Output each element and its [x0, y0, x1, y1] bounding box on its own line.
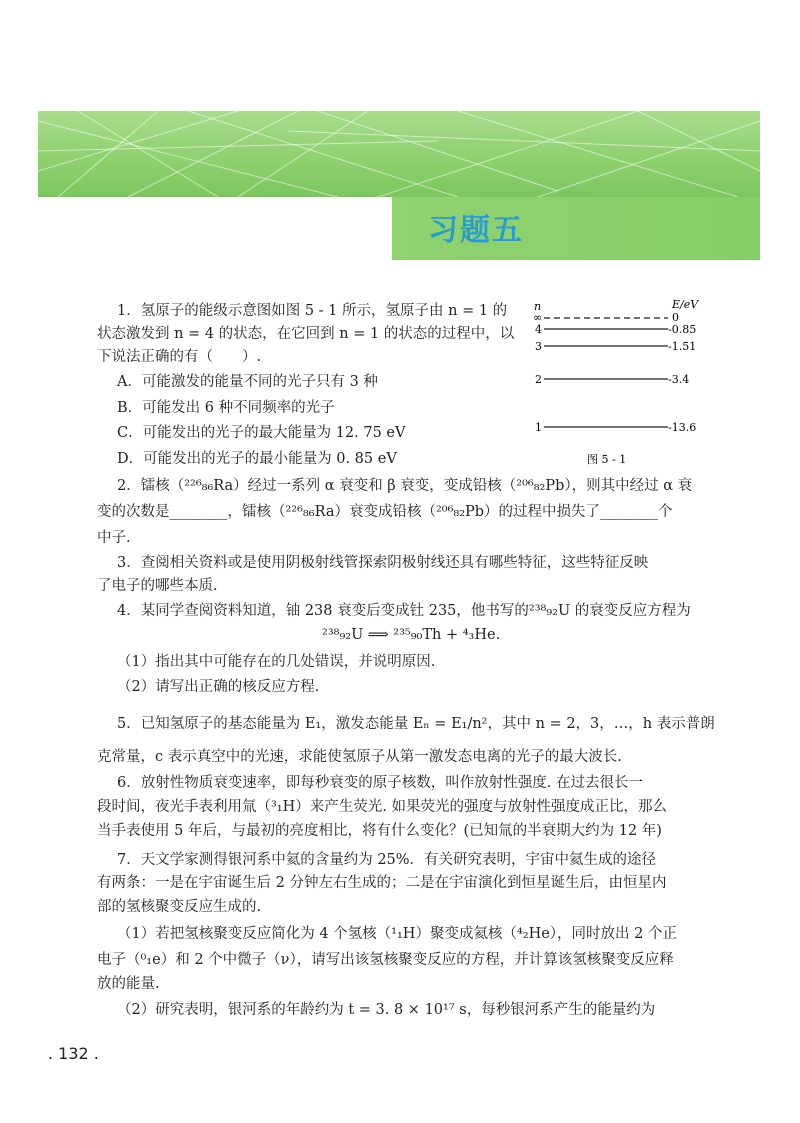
text-line: 5．已知氢原子的基态能量为 E₁，激发态能量 Eₙ = E₁/n²，其中 n = 2，3，…，h 表示普朗 [117, 716, 715, 732]
text-line: A．可能激发的能量不同的光子只有 3 种 [117, 374, 378, 390]
level-2-e: -3.4 [668, 373, 690, 386]
text-line: 1．氢原子的能级示意图如图 5 - 1 所示，氢原子由 n = 1 的 [117, 303, 508, 319]
text-line: C．可能发出的光子的最大能量为 12. 75 eV [117, 425, 406, 441]
text-line: （1）指出其中可能存在的几处错误，并说明原因. [117, 654, 436, 670]
text-line: B．可能发出 6 种不同频率的光子 [117, 400, 335, 416]
page-title: 习题五 [428, 213, 524, 248]
header-banner [38, 111, 760, 197]
level-2-n: 2 [535, 373, 542, 386]
text-line: 4．某同学查阅资料知道，铀 238 衰变后变成钍 235，他书写的²³⁸₉₂U 的衰变反应方程为 [117, 603, 691, 619]
text-line: 7．天文学家测得银河系中氦的含量约为 25%．有关研究表明，宇宙中氦生成的途径 [117, 852, 657, 868]
level-inf-value: 0 [672, 311, 679, 324]
fig-n-label: n [534, 300, 542, 313]
text-line: 当手表使用 5 年后，与最初的亮度相比，将有什么变化？(已知氚的半衰期大约为 12 年) [97, 823, 662, 839]
text-line: 放的能量. [97, 976, 160, 992]
level-3-e: -1.51 [668, 340, 697, 353]
decay-equation: ²³⁸₉₂U ⟹ ²³⁵₉₀Th + ⁴₃He. [322, 627, 501, 643]
fig-inf-label: ∞ [533, 311, 543, 324]
text-line: 3．查阅相关资料或是使用阴极射线管探索阴极射线还具有哪些特征，这些特征反映 [117, 555, 649, 571]
text-line: 段时间，夜光手表利用氚（³₁H）来产生荧光. 如果荧光的强度与放射性强度成正比，那么 [97, 799, 667, 815]
text-line: 克常量，c 表示真空中的光速，求能使氢原子从第一激发态电离的光子的最大波长. [97, 749, 622, 765]
text-line: 变的次数是________，镭核（²²⁶₈₆Ra）衰变成铅核（²⁰⁶₈₂Pb）的过程中损失了________个 [97, 504, 673, 520]
energy-level-diagram [532, 296, 712, 466]
text-line: 电子（⁰₁e）和 2 个中微子（ν），请写出该氢核聚变反应的方程，并计算该氢核聚变反应释 [97, 952, 674, 968]
fig-e-label: E/eV [672, 298, 699, 311]
text-line: 了电子的哪些本质. [97, 578, 218, 594]
text-line: （2）研究表明，银河系的年龄约为 t = 3. 8 × 10¹⁷ s，每秒银河系产生的能量约为 [117, 1002, 656, 1018]
text-line: （2）请写出正确的核反应方程. [117, 679, 320, 695]
page-number: . 132 . [48, 1044, 99, 1063]
text-line: 下说法正确的有（ ）. [97, 349, 262, 365]
banner-pattern [38, 111, 760, 197]
level-4-n: 4 [535, 323, 542, 336]
level-4-e: -0.85 [668, 323, 697, 336]
text-line: 2．镭核（²²⁶₈₆Ra）经过一系列 α 衰变和 β 衰变，变成铅核（²⁰⁶₈₂Pb），则其中经过 α 衰 [117, 478, 693, 494]
level-3-n: 3 [535, 340, 542, 353]
text-line: D．可能发出的光子的最小能量为 0. 85 eV [117, 451, 397, 467]
text-line: 有两条：一是在宇宙诞生后 2 分钟左右生成的；二是在宇宙演化到恒星诞生后，由恒星内 [97, 875, 667, 891]
level-1-n: 1 [535, 421, 542, 434]
level-1-e: -13.6 [668, 421, 697, 434]
text-line: 状态激发到 n = 4 的状态，在它回到 n = 1 的状态的过程中，以 [97, 326, 515, 342]
figure-caption: 图 5 - 1 [587, 453, 627, 466]
text-line: 中子. [97, 530, 131, 546]
text-line: 部的氢核聚变反应生成的. [97, 899, 262, 915]
text-line: （1）若把氢核聚变反应简化为 4 个氢核（¹₁H）聚变成氦核（⁴₂He），同时放出 2 个正 [117, 926, 677, 942]
text-line: 6．放射性物质衰变速率，即每秒衰变的原子核数，叫作放射性强度. 在过去很长一 [117, 775, 643, 791]
